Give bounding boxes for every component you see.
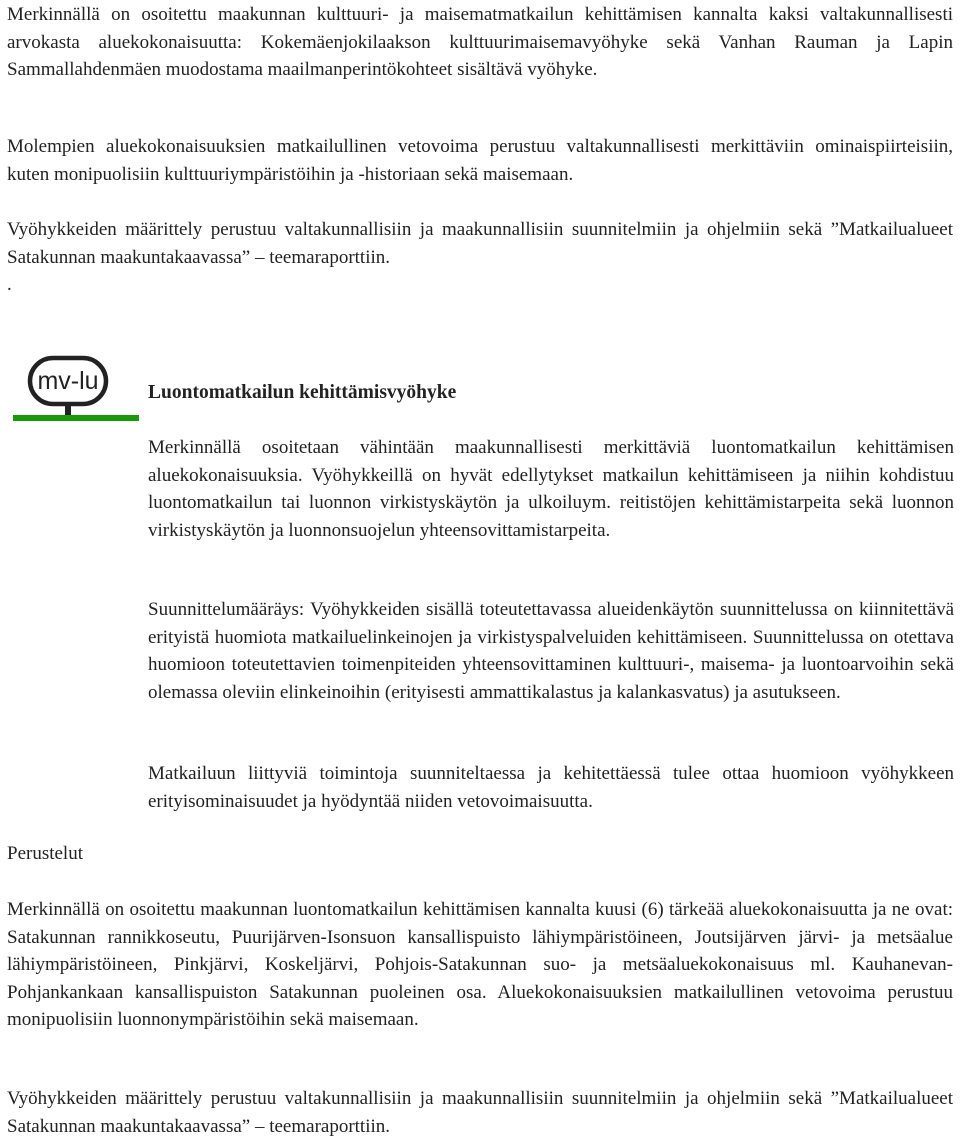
intro-paragraph-2: Molempien aluekokonaisuuksien matkailullinen vetovoima perustuu valtakunnallisesti merkittäviin ominaispiirteisiin, kuten monipuolisiin kulttuuriympäristöihin ja -historiaan sekä maisemaan. — [7, 136, 953, 185]
planning-note: Matkailuun liittyviä toimintoja suunniteltaessa ja kehitettäessä tulee ottaa huomioon vyöhykkeen erityisominaisuudet ja hyödyntää niiden vetovoimaisuutta. — [148, 763, 954, 812]
zone-description: Merkinnällä osoitetaan vähintään maakunnallisesti merkittäviä luontomatkailun kehittämisen aluekokonaisuuksia. Vyöhykkeillä on hyvät edellytykset matkailun kehittämiseen ja niihin kohdistuu luontomatkailun tai luonnon virkistyskäytön ja ulkoiluym. reitistöjen kehittämistarpeita sekä luonnon virkistyskäytön ja luonnonsuojelun yhteensovittamistarpeita. — [148, 437, 954, 541]
section-heading: Luontomatkailun kehittämisvyöhyke — [148, 382, 457, 403]
symbol-code: mv-lu — [37, 367, 99, 395]
rationale-paragraph-1: Merkinnällä on osoitettu maakunnan luontomatkailun kehittämisen kannalta kuusi (6) tärkeää aluekokonaisuutta ja ne ovat: Satakunnan rannikkoseutu, Puurijärven-Isonsuon kansallispuisto lähiympäristöineen, Joutsijärven järvi- ja metsäalue lähiympäristöineen, Pinkjärvi, Koskeljärvi, Pohjois-Satakunnan suo- ja metsäaluekokonaisuus ml. Kauhanevan-Pohjankankaan kansallispuiston Satakunnan puoleinen osa. Aluekokonaisuuksien matkailullinen vetovoima perustuu monipuolisiin luonnonympäristöihin sekä maisemaan. — [7, 899, 953, 1030]
rationale-label: Perustelut — [7, 843, 83, 864]
stray-dot: . — [7, 274, 12, 295]
intro-paragraph-3: Vyöhykkeiden määrittely perustuu valtakunnallisiin ja maakunnallisiin suunnitelmiin ja ohjelmiin sekä ”Matkailualueet Satakunnan maakuntakaavassa” – teemaraporttiin. — [7, 219, 953, 268]
planning-regulation: Suunnittelumääräys: Vyöhykkeiden sisällä toteutettavassa alueidenkäytön suunnittelussa on kiinnitettävä erityistä huomiota matkailuelinkeinojen ja virkistyspalveluiden kehittämiseen. Suunnittelussa on otettava huomioon toteutettavien toimenpiteiden yhteensovittaminen kulttuuri-, maisema- ja luontoarvoihin sekä olemassa oleviin elinkeinoihin (erityisesti ammattikalastus ja kalankasvatus) ja asutukseen. — [148, 599, 954, 703]
mv-lu-zone-symbol — [13, 355, 139, 425]
intro-paragraph-1: Merkinnällä on osoitettu maakunnan kulttuuri- ja maisematmatkailun kehittämisen kannalta kaksi valtakunnallisesti arvokasta aluekokonaisuutta: Kokemäenjokilaakson kulttuurimaisemavyöhyke sekä Vanhan Rauman ja Lapin Sammallahdenmäen muodostama maailmanperintökohteet sisältävä vyöhyke. — [7, 4, 953, 80]
symbol-green-line — [13, 415, 139, 421]
rationale-paragraph-2: Vyöhykkeiden määrittely perustuu valtakunnallisiin ja maakunnallisiin suunnitelmiin ja ohjelmiin sekä ”Matkailualueet Satakunnan maakuntakaavassa” – teemaraporttiin. — [7, 1088, 953, 1137]
